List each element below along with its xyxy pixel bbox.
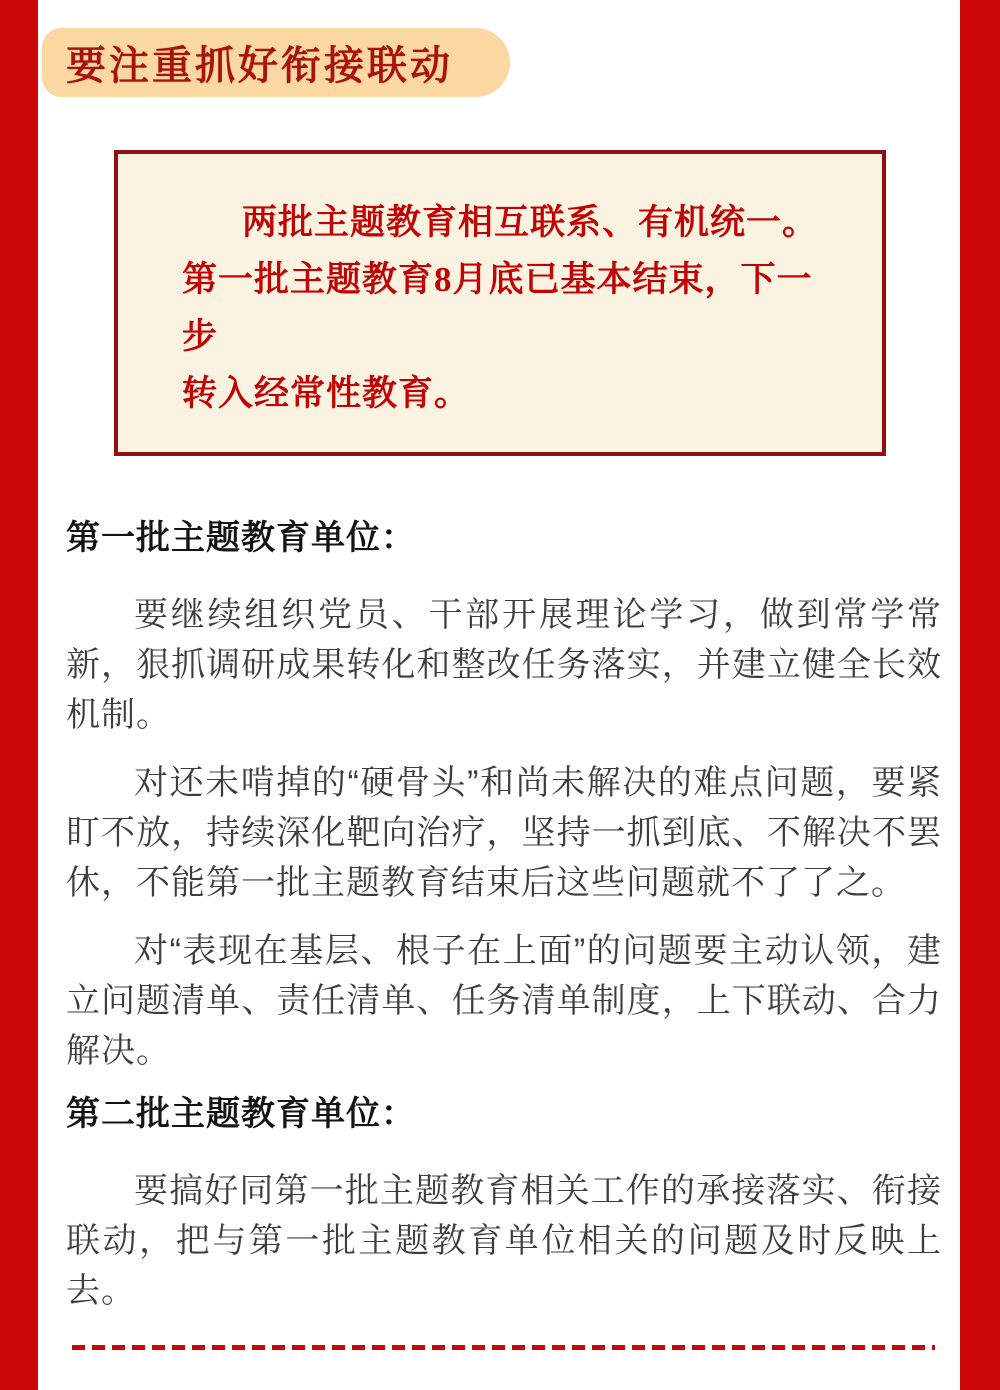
section-title-badge xyxy=(42,28,510,97)
highlight-box xyxy=(114,150,886,456)
dashed-divider xyxy=(72,1345,935,1350)
highlight-box-line: 两批主题教育相互联系、有机统一。 xyxy=(242,203,819,242)
section-1-paragraph-2: 对还未啃掉的“硬骨头”和尚未解决的难点问题，要紧盯不放，持续深化靶向治疗，坚持一抓到底、不解决不罢休，不能第一批主题教育结束后这些问题就不了了之。 xyxy=(66,764,942,902)
highlight-box-line: 转入经常性教育。 xyxy=(182,374,471,413)
section-2-paragraph-1: 要搞好同第一批主题教育相关工作的承接落实、衔接联动，把与第一批主题教育单位相关的问题及时反映上去。 xyxy=(66,1172,942,1310)
section-2-heading: 第二批主题教育单位： xyxy=(66,1095,416,1133)
section-1-paragraph-3: 对“表现在基层、根子在上面”的问题要主动认领，建立问题清单、责任清单、任务清单制度，上下联动、合力解决。 xyxy=(66,932,942,1070)
right-red-bar xyxy=(960,0,1000,1390)
highlight-box-line: 第一批主题教育8月底已基本结束，下一步 xyxy=(182,260,813,356)
section-1-heading: 第一批主题教育单位： xyxy=(66,519,416,557)
section-1-paragraph-1: 要继续组织党员、干部开展理论学习，做到常学常新，狠抓调研成果转化和整改任务落实，并建立健全长效机制。 xyxy=(66,596,942,734)
page-title: 要注重抓好衔接联动 xyxy=(66,44,453,88)
left-red-bar xyxy=(0,0,38,1390)
page-content xyxy=(38,0,960,1390)
